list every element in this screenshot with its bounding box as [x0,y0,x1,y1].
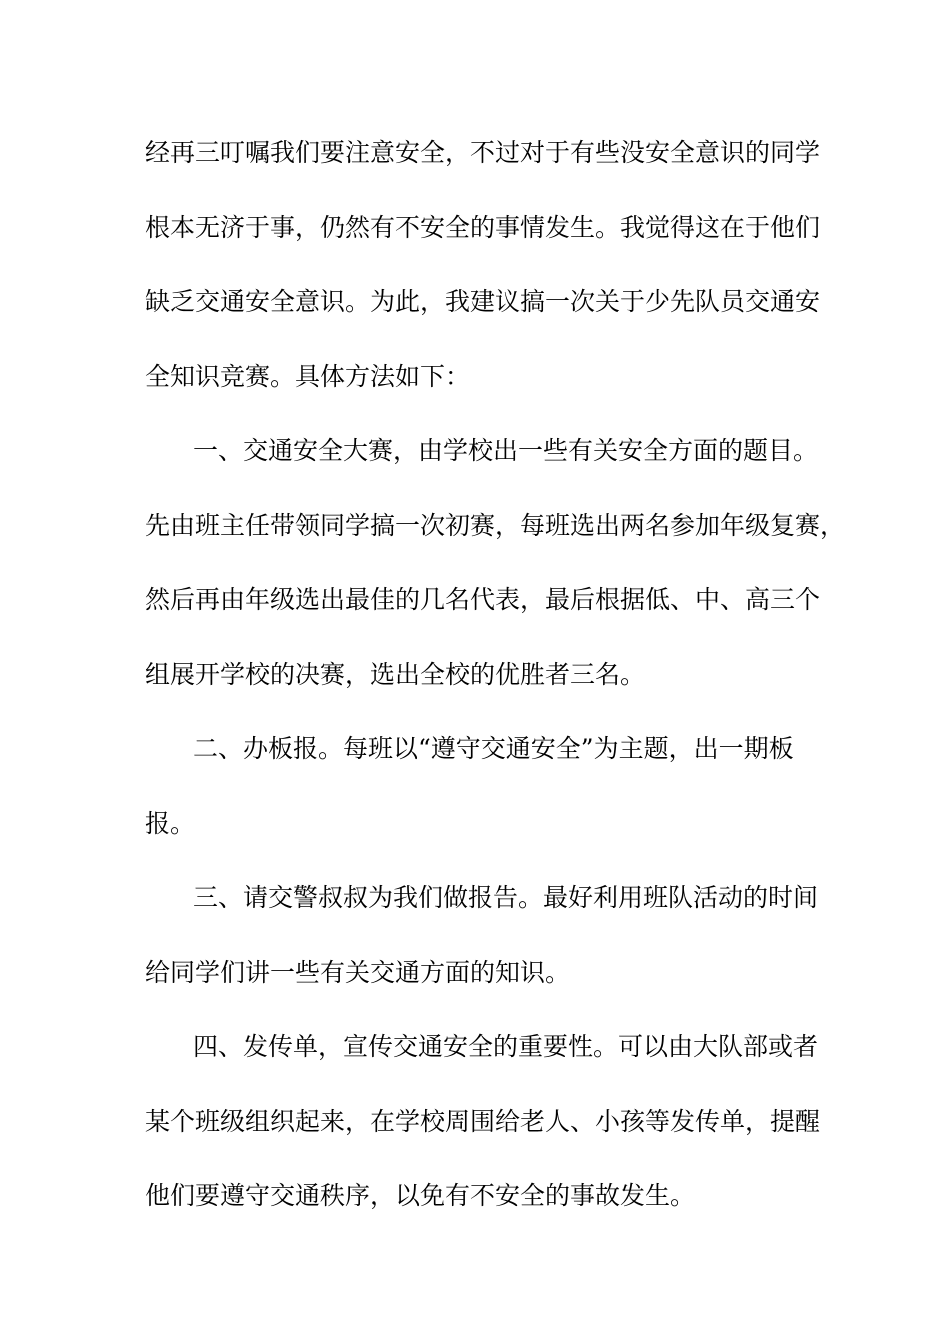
text-line: 某个班级组织起来，在学校周围给老人、小孩等发传单，提醒 [145,1106,821,1136]
text-line: 组展开学校的决赛，选出全校的优胜者三名。 [145,659,646,689]
text-line: 然后再由年级选出最佳的几名代表，最后根据低、中、高三个 [145,585,821,614]
text-line: 经再三叮嘱我们要注意安全，不过对于有些没安全意识的同学 [145,138,821,167]
text-line: 给同学们讲一些有关交通方面的知识。 [145,957,571,987]
paragraph-first-line: 三、请交警叔叔为我们做报告。最好利用班队活动的时间 [193,883,819,912]
text-line: 根本无济于事，仍然有不安全的事情发生。我觉得这在于他们 [145,212,821,242]
document-body [145,127,846,1245]
paragraph-first-line: 一、交通安全大赛，由学校出一些有关安全方面的题目。 [193,436,819,465]
text-line: 缺乏交通安全意识。为此，我建议搞一次关于少先队员交通安 [145,287,821,316]
paragraph-first-line: 二、办板报。每班以“遵守交通安全”为主题，出一期板 [193,734,794,763]
text-line: 报。 [145,808,196,838]
text-line: 先由班主任带领同学搞一次初赛，每班选出两名参加年级复赛， [145,510,846,540]
text-line: 他们要遵守交通秩序，以免有不安全的事故发生。 [145,1181,696,1210]
text-line: 全知识竞赛。具体方法如下： [145,361,471,391]
paragraph-first-line: 四、发传单，宣传交通安全的重要性。可以由大队部或者 [193,1032,819,1061]
